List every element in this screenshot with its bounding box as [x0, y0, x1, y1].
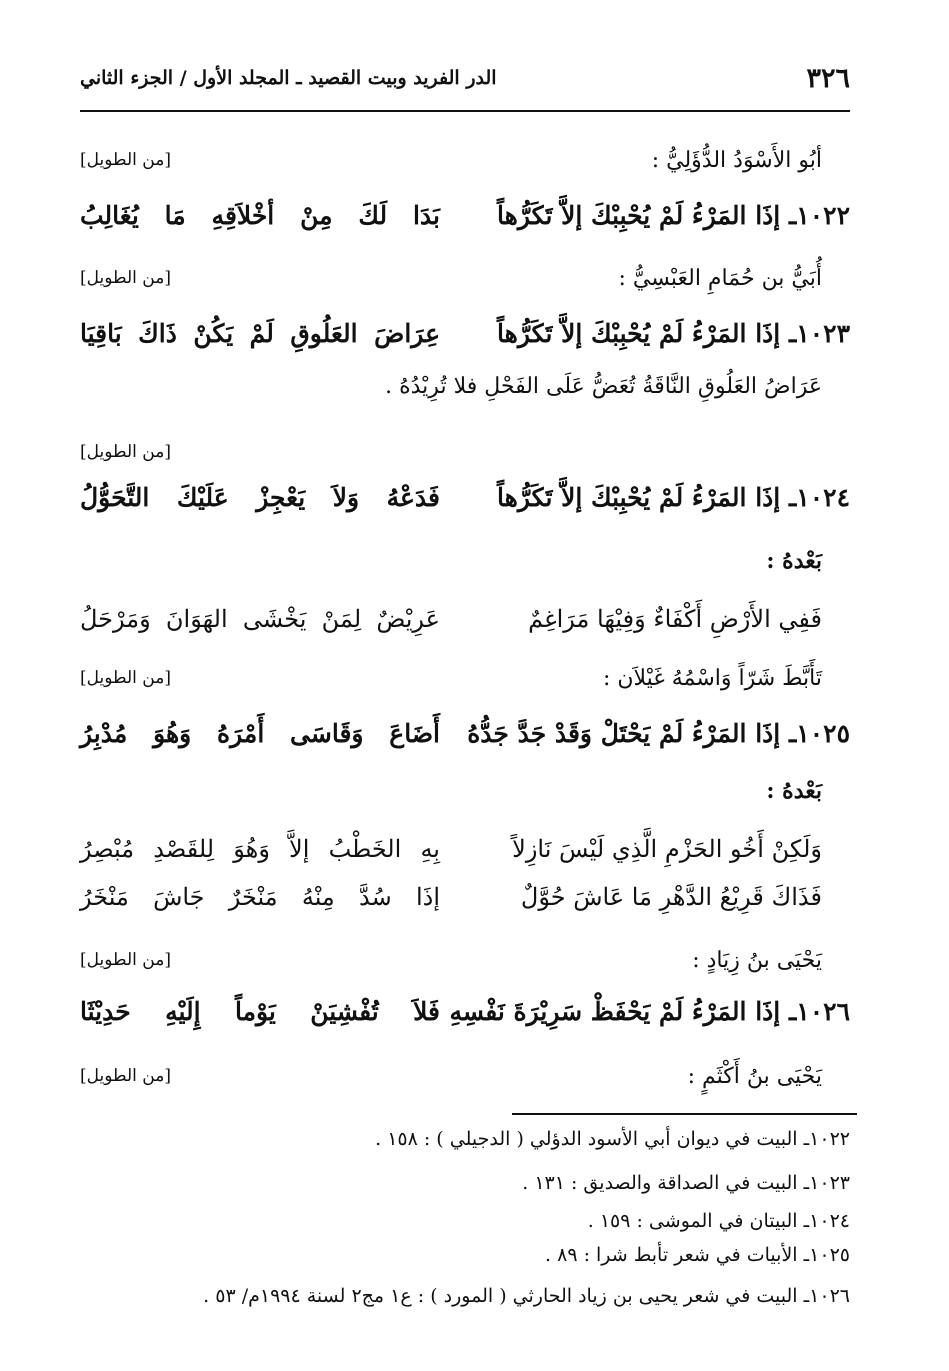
verse-first-hemistich	[490, 319, 850, 348]
verse-second-hemistich: فَلاَ تُفْشِيَنْ يَوْماً إِلَيْهِ حَدِيْثَا	[80, 996, 440, 1026]
verse-first-hemistich: وَلَكِنْ أَخُو الحَزْمِ الَّذِي لَيْسَ نَازِلاً	[512, 835, 822, 863]
after-label: بَعْدهُ :	[766, 548, 822, 574]
verse-second-hemistich: أَضَاعَ وَقَاسَى أَمْرَهُ وَهُوَ مُدْبِرُ	[80, 718, 440, 748]
poet-name: أبُو الأَسْوَدُ الدُّؤَلِيُّ :	[651, 147, 822, 173]
poet-name: يَحْيَى بنُ زِيَادٍ :	[692, 947, 822, 973]
verse-first-hemistich	[490, 483, 850, 512]
meter-label: [من الطويل]	[80, 668, 171, 688]
verse-first-hemistich: فَذَاكَ قَرِيْعُ الدَّهْرِ مَا عَاشَ حُوَّلٌ	[520, 883, 822, 911]
footnote: ١٠٢٦ـ البيت في شعر يحيى بن زياد الحارثي ( المورد ) : ع١ مج٢ لسنة ١٩٩٤م/ ٥٣ .	[203, 1285, 850, 1307]
verse-sadr-text: إذَا المَرْءُ لَمْ يَحْفَظْ سَرِيْرَةَ نَفْسِهِ	[449, 996, 781, 1026]
after-label-line	[80, 770, 850, 812]
meter-label: [من الطويل]	[80, 950, 171, 970]
verse-number: ١٠٢٣ـ	[788, 318, 850, 348]
footnote: ١٠٢٤ـ البيتان في الموشى : ١٥٩ .	[587, 1210, 850, 1232]
verse-line	[80, 310, 850, 356]
verse-first-hemistich: فَفِي الأَرْضِ أَكْفَاءٌ وَفِيْهَا مَرَاغِمٌ	[528, 605, 822, 633]
verse-number: ١٠٢٤ـ	[788, 482, 850, 512]
verse-second-hemistich: فَدَعْهُ وَلاَ يَعْجِزْ عَلَيْكَ التَّحَوُّلُ	[80, 482, 440, 512]
verse-number: ١٠٢٦ـ	[788, 996, 850, 1026]
meter-label: [من الطويل]	[80, 268, 171, 288]
header-rule	[80, 110, 850, 112]
verse-number: ١٠٢٢ـ	[788, 200, 850, 230]
poet-name: أُبَيُّ بن حُمَامِ العَبْسِيُّ :	[618, 265, 822, 291]
verse-line	[80, 710, 850, 756]
verse-second-hemistich: إذَا سُدَّ مِنْهُ مَنْخَرٌ جَاشَ مَنْخَرُ	[80, 883, 440, 911]
verse-second-hemistich: عَرِيْضٌ لِمَنْ يَخْشَى الهَوَانَ وَمَرْحَلُ	[80, 605, 440, 633]
poet-line	[80, 432, 850, 472]
footnote: ١٠٢٣ـ البيت في الصداقة والصديق : ١٣١ .	[522, 1172, 850, 1194]
verse-second-hemistich: بَدَا لَكَ مِنْ أخْلاَقِهِ مَا يُغَالِبُ	[80, 200, 440, 230]
poet-name: يَحْيَى بنُ أَكْثَمٍ :	[687, 1063, 822, 1089]
running-title: الدر الفريد وبيت القصيد ـ المجلد الأول / الجزء الثاني	[80, 67, 497, 89]
gloss-text: عَرَاضُ العَلُوقِ النَّاقَةُ تُعَضُّ عَلَى الفَحْلِ فلا تُرِيْدُهُ .	[385, 373, 822, 399]
meter-label: [من الطويل]	[80, 1066, 171, 1086]
poet-line	[80, 1056, 850, 1096]
verse-sadr-text: إذَا المَرْءُ لَمْ يُحْبِبْكَ إلاَّ تَكَرُّهاً	[497, 482, 781, 512]
verse-number: ١٠٢٥ـ	[788, 718, 850, 748]
verse-first-hemistich	[449, 996, 850, 1026]
poet-line	[80, 940, 850, 980]
poet-line	[80, 658, 850, 698]
poet-line	[80, 258, 850, 298]
verse-sadr-text: إذَا المَرْءُ لَمْ يَحْتَلْ وَقَدْ جَدَّ جَدُّهُ	[467, 718, 781, 748]
verse-sadr-text: إذَا المَرْءُ لَمْ يُحْبِبْكَ إلاَّ تَكَرُّهاً	[497, 318, 781, 348]
verse-second-hemistich: بِهِ الخَطْبُ إلاَّ وَهُوَ لِلقَصْدِ مُبْصِرُ	[80, 835, 440, 863]
footnote-rule	[512, 1113, 857, 1115]
poet-line	[80, 140, 850, 180]
after-label-line	[80, 540, 850, 582]
page-header	[80, 58, 850, 98]
verse-first-hemistich	[467, 718, 850, 748]
gloss-line	[80, 365, 850, 407]
verse-second-hemistich: عِرَاضَ العَلُوقِ لَمْ يَكُنْ ذَاكَ بَاقِيَا	[80, 318, 440, 348]
page-number: ٣٢٦	[806, 62, 850, 94]
verse-line	[80, 474, 850, 520]
following-verse-line	[80, 874, 850, 920]
meter-label: [من الطويل]	[80, 150, 171, 170]
verse-first-hemistich	[490, 201, 850, 230]
footnote: ١٠٢٢ـ البيت في ديوان أبي الأسود الدؤلي ( الدجيلي ) : ١٥٨ .	[375, 1128, 850, 1150]
meter-label: [من الطويل]	[80, 442, 171, 462]
verse-line	[80, 192, 850, 238]
following-verse-line	[80, 826, 850, 872]
poet-name: تَأَبَّطَ شَرّاً وَاسْمُهُ غَيْلاَن :	[602, 665, 822, 691]
after-label: بَعْدهُ :	[766, 778, 822, 804]
footnote: ١٠٢٥ـ الأبيات في شعر تأبط شرا : ٨٩ .	[545, 1244, 850, 1266]
verse-sadr-text: إذَا المَرْءُ لَمْ يُحْبِبْكَ إلاَّ تَكَرُّهاً	[497, 200, 781, 230]
following-verse-line	[80, 596, 850, 642]
verse-line	[80, 988, 850, 1034]
